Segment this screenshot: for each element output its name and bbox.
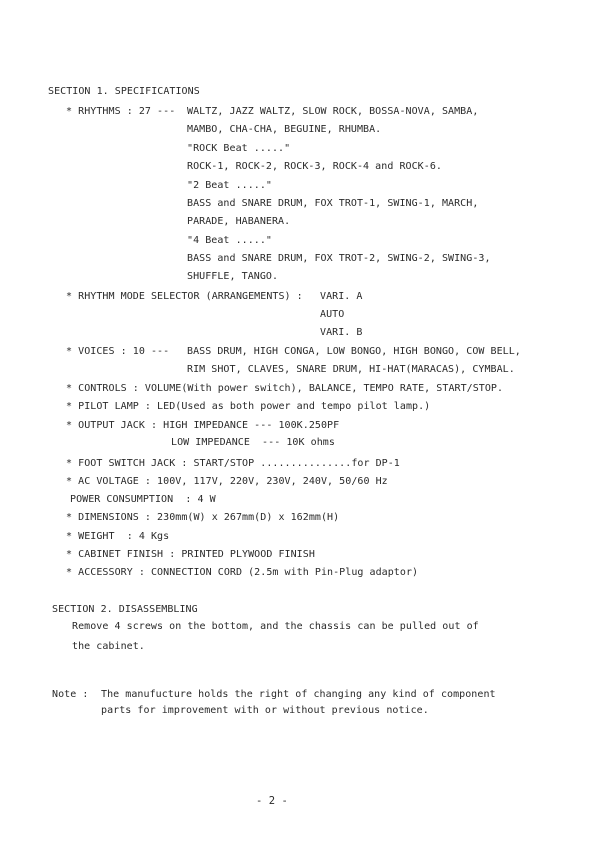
section-2-title: SECTION 2. DISASSEMBLING: [52, 604, 198, 615]
rhythms-line: PARADE, HABANERA.: [187, 216, 291, 227]
mode-option: AUTO: [320, 309, 345, 320]
rhythms-line: "4 Beat .....": [187, 235, 272, 246]
mode-option: VARI. B: [320, 327, 363, 338]
rhythms-label: * RHYTHMS : 27 ---: [66, 106, 176, 117]
accessory-spec: * ACCESSORY : CONNECTION CORD (2.5m with Pin-Plug adaptor): [66, 567, 419, 578]
pilot-lamp-spec: * PILOT LAMP : LED(Used as both power and tempo pilot lamp.): [66, 401, 431, 412]
rhythms-line: "2 Beat .....": [187, 180, 272, 191]
ac-voltage-spec: * AC VOLTAGE : 100V, 117V, 220V, 230V, 240V, 50/60 Hz: [66, 476, 388, 487]
note-label: Note :: [52, 689, 89, 700]
cabinet-spec: * CABINET FINISH : PRINTED PLYWOOD FINISH: [66, 549, 315, 560]
rhythms-line: SHUFFLE, TANGO.: [187, 271, 279, 282]
mode-selector-label: * RHYTHM MODE SELECTOR (ARRANGEMENTS) :: [66, 291, 303, 302]
rhythms-line: BASS and SNARE DRUM, FOX TROT-2, SWING-2, SWING-3,: [187, 253, 491, 264]
voices-label: * VOICES : 10 ---: [66, 346, 170, 357]
note-text: parts for improvement with or without previous notice.: [101, 705, 429, 716]
voices-line: BASS DRUM, HIGH CONGA, LOW BONGO, HIGH BONGO, COW BELL,: [187, 346, 521, 357]
rhythms-line: BASS and SNARE DRUM, FOX TROT-1, SWING-1, MARCH,: [187, 198, 479, 209]
power-spec: POWER CONSUMPTION : 4 W: [70, 494, 216, 505]
controls-spec: * CONTROLS : VOLUME(With power switch), BALANCE, TEMPO RATE, START/STOP.: [66, 383, 504, 394]
voices-line: RIM SHOT, CLAVES, SNARE DRUM, HI-HAT(MARACAS), CYMBAL.: [187, 364, 515, 375]
note-text: The manufucture holds the right of changing any kind of component: [101, 689, 496, 700]
page-number: - 2 -: [256, 795, 288, 807]
rhythms-line: ROCK-1, ROCK-2, ROCK-3, ROCK-4 and ROCK-6.: [187, 161, 442, 172]
section-2-text: Remove 4 screws on the bottom, and the chassis can be pulled out of: [72, 621, 479, 632]
mode-option: VARI. A: [320, 291, 363, 302]
section-2-text: the cabinet.: [72, 641, 145, 652]
foot-switch-spec: * FOOT SWITCH JACK : START/STOP ...............for DP-1: [66, 458, 400, 469]
weight-spec: * WEIGHT : 4 Kgs: [66, 531, 170, 542]
dimensions-spec: * DIMENSIONS : 230mm(W) x 267mm(D) x 162mm(H): [66, 512, 340, 523]
output-jack-spec: * OUTPUT JACK : HIGH IMPEDANCE --- 100K.250PF: [66, 420, 340, 431]
rhythms-line: WALTZ, JAZZ WALTZ, SLOW ROCK, BOSSA-NOVA, SAMBA,: [187, 106, 479, 117]
rhythms-line: MAMBO, CHA-CHA, BEGUINE, RHUMBA.: [187, 124, 382, 135]
output-jack-spec-low: LOW IMPEDANCE --- 10K ohms: [171, 437, 335, 448]
rhythms-line: "ROCK Beat .....": [187, 143, 291, 154]
section-1-title: SECTION 1. SPECIFICATIONS: [48, 86, 200, 97]
